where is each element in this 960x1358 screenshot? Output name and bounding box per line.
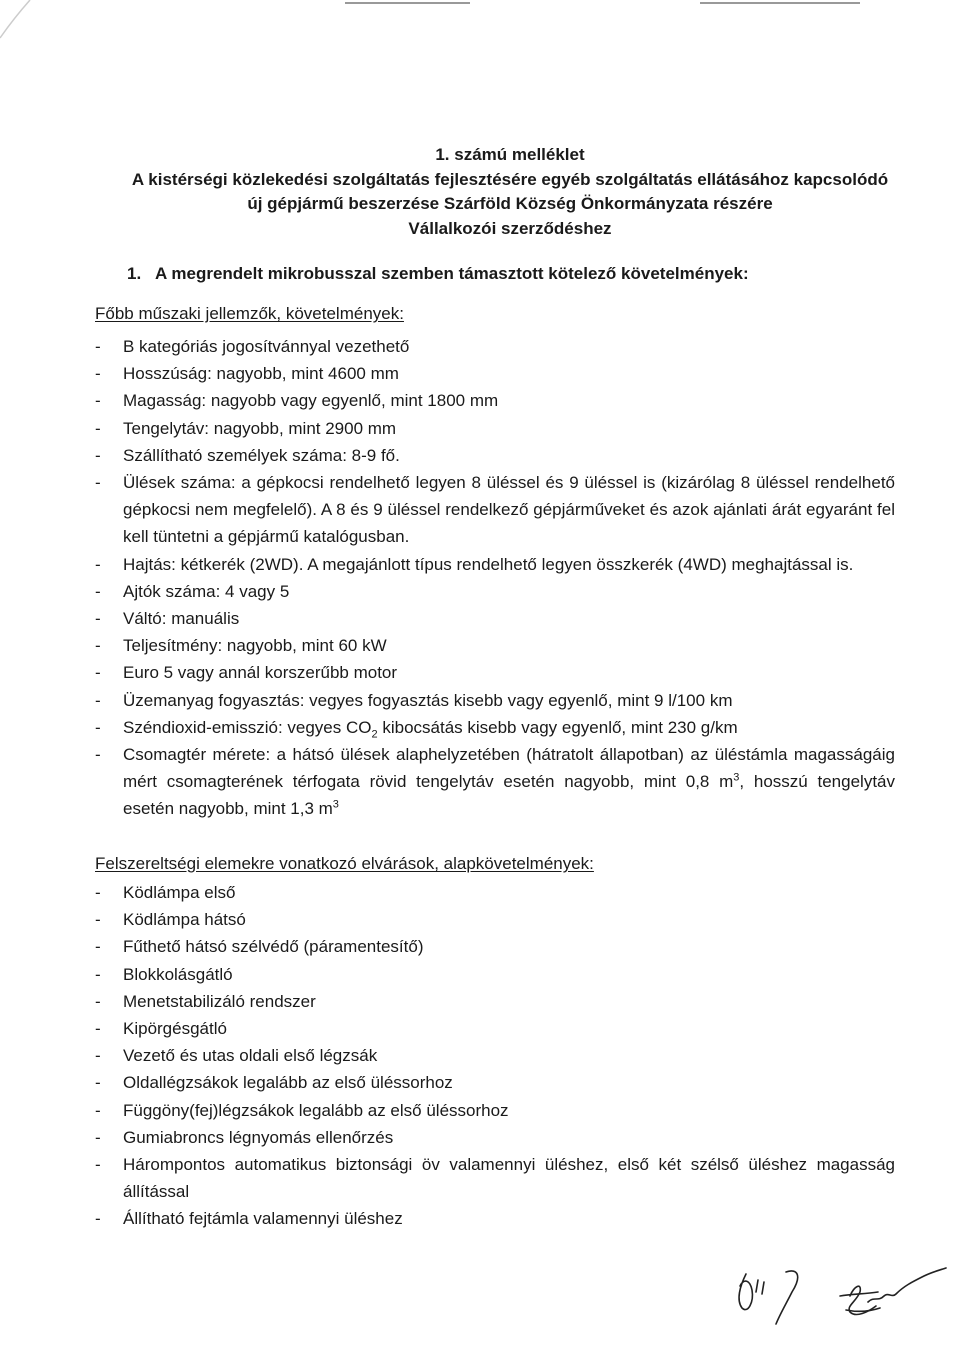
list-item: - Hajtás: kétkerék (2WD). A megajánlott típus rendelhető legyen összkerék (4WD) meghajtással is.: [95, 551, 895, 578]
list-marker: -: [95, 337, 101, 356]
list-marker: -: [95, 445, 101, 465]
list-marker: -: [95, 883, 101, 902]
list-item: - Ködlámpa első: [95, 879, 895, 906]
list-item: - Oldallégzsákok legalább az első üléssorhoz: [95, 1069, 895, 1096]
header-line-4: Vállalkozói szerződéshez: [408, 218, 612, 238]
list-item: - Állítható fejtámla valamennyi üléshez: [95, 1205, 895, 1232]
list-item: - B kategóriás jogosítvánnyal vezethető: [95, 333, 895, 360]
list-marker: -: [95, 1127, 101, 1147]
list-item: - Függöny(fej)légzsákok legalább az első üléssorhoz: [95, 1097, 895, 1124]
list-marker: -: [95, 991, 101, 1011]
list-marker: -: [95, 581, 101, 601]
list-item: - Magasság: nagyobb vagy egyenlő, mint 1800 mm: [95, 387, 895, 414]
document-header: [120, 143, 900, 241]
section-title-text: A megrendelt mikrobusszal szemben támasztott kötelező követelmények:: [155, 264, 749, 283]
list-marker: -: [95, 554, 101, 574]
list-item: - Üzemanyag fogyasztás: vegyes fogyasztás kisebb vagy egyenlő, mint 9 l/100 km: [95, 687, 895, 714]
list-marker: -: [95, 745, 101, 765]
list-marker: -: [95, 1155, 101, 1175]
header-line-2: A kistérségi közlekedési szolgáltatás fejlesztésére egyéb szolgáltatás ellátásához kapcsolódó: [131, 169, 889, 189]
list-marker: -: [95, 937, 101, 957]
list-item: - Menetstabilizáló rendszer: [95, 988, 895, 1015]
list-marker: -: [95, 636, 101, 656]
list-item: - Blokkolásgátló: [95, 961, 895, 988]
list-item-co2: - Széndioxid-emisszió: vegyes $CO_2$ kibocsátás kisebb vagy egyenlő, mint 230 g/km: [95, 714, 895, 741]
list-item: - Fűthető hátsó szélvédő (páramentesítő): [95, 933, 895, 960]
list-item: - Ajtók száma: 4 vagy 5: [95, 578, 895, 605]
header-line-3: új gépjármű beszerzése Szárföld Község Önkormányzata részére: [247, 194, 773, 213]
annex-number: 1. számú melléklet: [435, 145, 585, 164]
handwritten-signature: [728, 1262, 948, 1332]
list-item: - Kipörgésgátló: [95, 1015, 895, 1042]
scan-edge-marks: [0, 0, 960, 40]
list-marker: -: [95, 1019, 101, 1039]
list-marker: -: [95, 690, 101, 710]
list-marker: -: [95, 663, 101, 683]
list-item: - Tengelytáv: nagyobb, mint 2900 mm: [95, 415, 895, 442]
equipment-list: [95, 879, 895, 1233]
list-item: - Vezető és utas oldali első légzsák: [95, 1042, 895, 1069]
list-item: - Euro 5 vagy annál korszerűbb motor: [95, 659, 895, 686]
list-item-trunk: - Csomagtér mérete: a hátsó ülések alaphelyzetében (hátratolt állapotban) az üléstámla magasságáig mért csomagterének térfogata rövid tengelytáv esetén nagyobb, mint 0,8 $m^3$, hosszú tengelytáv esetén nagyobb, mint 1,3 $m^3$: [95, 741, 895, 823]
list-marker: -: [95, 717, 101, 737]
list-item: - Gumiabroncs légnyomás ellenőrzés: [95, 1124, 895, 1151]
list-marker: -: [95, 473, 101, 493]
section-title: [127, 264, 749, 284]
list-marker: -: [95, 418, 101, 438]
list-marker: -: [95, 1209, 101, 1229]
list-marker: -: [95, 1073, 101, 1093]
list-marker: -: [95, 391, 101, 411]
list-marker: -: [95, 910, 101, 930]
section-number: 1.: [127, 264, 142, 283]
list-marker: -: [95, 364, 101, 384]
equipment-heading: Felszereltségi elemekre vonatkozó elvárások, alapkövetelmények:: [95, 854, 594, 873]
list-item: - Szállítható személyek száma: 8-9 fő.: [95, 442, 895, 469]
main-specs-list: [95, 333, 895, 823]
list-item: - Ködlámpa hátsó: [95, 906, 895, 933]
list-item: - Hárompontos automatikus biztonsági öv valamennyi üléshez, első két szélső üléshez magasság állítással: [95, 1151, 895, 1205]
list-item: - Váltó: manuális: [95, 605, 895, 632]
list-item: - Hosszúság: nagyobb, mint 4600 mm: [95, 360, 895, 387]
list-marker: -: [95, 609, 101, 629]
list-marker: -: [95, 964, 101, 984]
list-item: - Teljesítmény: nagyobb, mint 60 kW: [95, 632, 895, 659]
main-specs-heading: Főbb műszaki jellemzők, követelmények:: [95, 304, 404, 323]
list-item: - Ülések száma: a gépkocsi rendelhető legyen 8 üléssel és 9 üléssel is (kizárólag 8 üléssel rendelhető gépkocsi nem megfelelő). A 8 és 9 üléssel rendelkező gépjárműveket és azok ajánlati árát egyaránt fel kell tüntetni a gépjármű katalógusban.: [95, 469, 895, 551]
list-marker: -: [95, 1046, 101, 1066]
list-marker: -: [95, 1100, 101, 1120]
